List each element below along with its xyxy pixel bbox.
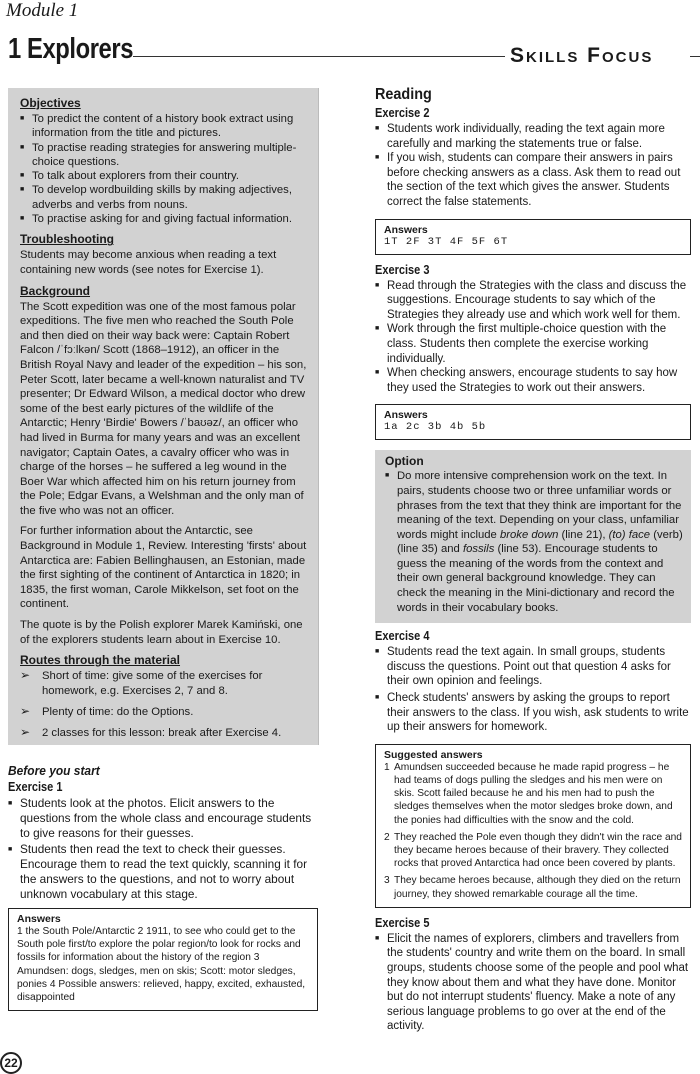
list-item: ■ Students read the text again. In small groups, students discuss the questions. Point out that question 4 asks for their own opinion and feelings. (375, 645, 691, 689)
exercise-4-heading: Exercise 4 (375, 629, 430, 644)
option-list (385, 469, 683, 615)
list-item: ■ Students work individually, reading the text again more carefully and marking the statements true or false. (375, 122, 691, 151)
option-title: Option (385, 454, 424, 469)
suggested-answers-list (384, 761, 682, 901)
lesson-info-box (8, 88, 319, 745)
routes-list (20, 669, 310, 740)
list-item: ➢ Plenty of time: do the Options. (20, 705, 310, 719)
page-number: 22 (0, 1052, 22, 1074)
exercise-2-answers-box (375, 219, 691, 255)
exercise-1-answers-box (8, 908, 318, 1011)
exercise-1-list (8, 796, 318, 902)
title-rule (133, 56, 505, 57)
list-item: ■ Students then read the text to check their guesses. Encourage them to read the text quickly, scanning it for the answers to the questions, and not to worry about unknown vocabulary at this stage. (8, 842, 318, 902)
list-item: ■ To develop wordbuilding skills by making adjectives, adverbs and verbs from nouns. (20, 183, 310, 212)
list-item: 3 They became heroes because, although they died on the return journey, they showed remarkable courage all the time. (384, 875, 681, 900)
before-you-start-heading: Before you start (8, 763, 100, 778)
right-column (375, 86, 691, 1034)
list-item: ■ If you wish, students can compare their answers in pairs before checking answers as a class. Ask them to read out the section of the text which gives the answer. Students correct the false statements. (375, 151, 691, 209)
list-item: ■ To practise asking for and giving factual information. (20, 212, 310, 226)
exercise-3-heading: Exercise 3 (375, 262, 430, 277)
list-item: 2 They reached the Pole even though they didn't win the race and they became heroes because of their bravery. They collected rocks that proved Antarctica had once been covered by plants. (384, 831, 682, 870)
routes-heading: Routes through the material (20, 653, 181, 668)
exercise-2-list (375, 122, 691, 210)
list-item: ■ To practise reading strategies for answering multiple-choice questions. (20, 141, 310, 170)
answers-text: 1a 2c 3b 4b 5b (384, 421, 487, 434)
list-item: ■ Check students' answers by asking the groups to report their answers to the class. If you wish, ask students to write up their answers for homework. (375, 691, 691, 735)
background-paragraph-3: The quote is by the Polish explorer Marek Kamiński, one of the explorers students learn about in Exercise 10. (20, 619, 303, 646)
exercise-3-list (375, 279, 691, 396)
reading-heading: Reading (375, 86, 432, 103)
exercise-5-list (375, 932, 691, 1034)
background-paragraph-1: The Scott expedition was one of the most famous polar expeditions. The five men who reached the South Pole and then died on their way back were: Captain Robert Falcon /ˈfɔːlkən/ Scott (1868–1912), an officer in the British Royal Navy and leader of the expedition – his son, Peter Scott, later became a well-known naturalist and TV presenter; Dr Edward Wilson, a medical doctor who drew some of the best early pictures of the wildlife of the Antarctic; Henry 'Birdie' Bowers /ˈbaʊəz/, an officer who had lived in Burma for many years and was an excellent navigator; Captain Oates, a cavalry officer who was in charge of the horses – he suffered a leg wound in the Boer War which affected him on his return journey from the Pole; Edgar Evans, a Welshman and the only man of the five who was not an officer. (20, 300, 307, 517)
list-item: ■ Work through the first multiple-choice question with the class. Students then complete the exercise working individually. (375, 322, 691, 366)
list-item: ■ Elicit the names of explorers, climbers and travellers from the students' country and write them on the board. In small groups, students choose some of the people and pool what they know about them and what they have done. Monitor but do not interrupt students' fluency. Make a note of any serious language problems to go over at the end of the activity. (375, 932, 691, 1034)
list-item: ■ Read through the Strategies with the class and discuss the suggestions. Encourage students to say which of the Strategies they already use and which work well for them. (375, 279, 691, 323)
answers-text: 1T 2F 3T 4F 5F 6T (384, 235, 509, 248)
objectives-list (20, 112, 310, 226)
exercise-1-heading: Exercise 1 (8, 780, 63, 794)
list-item: ■ To talk about explorers from their country. (20, 169, 310, 183)
exercise-2-heading: Exercise 2 (375, 106, 430, 120)
left-column (8, 88, 328, 1011)
answers-title: Suggested answers (384, 748, 483, 761)
option-box (375, 450, 691, 623)
answers-title: Answers (384, 223, 428, 236)
exercise-5-heading: Exercise 5 (375, 915, 430, 930)
list-item: ➢ Short of time: give some of the exercises for homework, e.g. Exercises 2, 7 and 8. (20, 669, 310, 698)
troubleshooting-text: Students may become anxious when reading a text containing new words (see notes for Exercise 1). (20, 249, 277, 276)
page-title: 1 Explorers (8, 33, 134, 65)
list-item: ■ When checking answers, encourage students to say how they used the Strategies to work out their answers. (375, 366, 691, 395)
list-item: ■ To predict the content of a history book extract using information from the title and pictures. (20, 112, 310, 141)
answers-title: Answers (17, 913, 61, 925)
section-label: Skills Focus (510, 44, 654, 67)
background-paragraph-2: For further information about the Antarctic, see Background in Module 1, Review. Interesting 'firsts' about Antarctica are: Fabien Bellinghausen, an Estonian, made the first sighting of the continent of Antarctica in 1820; in 1835, the first woman, Carole Mikkelson, set foot on the continent. (20, 525, 307, 611)
background-heading: Background (20, 283, 91, 298)
exercise-4-list (375, 645, 691, 735)
section-rule (690, 56, 700, 57)
objectives-heading: Objectives (20, 96, 81, 110)
troubleshooting-heading: Troubleshooting (20, 232, 114, 247)
list-item: 1 Amundsen succeeded because he made rapid progress – he had teams of dogs pulling the sledges and his men were on skis. Scott failed because he and his men had to push the sledges themselves when the motor sledges broke down, and the ponies had difficulties with the snow and the cold. (384, 761, 673, 826)
exercise-3-answers-box (375, 404, 691, 440)
answers-title: Answers (384, 409, 428, 422)
list-item: ➢ 2 classes for this lesson: break after Exercise 4. (20, 726, 310, 740)
module-label: Module 1 (6, 0, 79, 21)
exercise-4-answers-box (375, 744, 691, 908)
list-item: ■ Students look at the photos. Elicit answers to the questions from the whole class and encourage students to give reasons for their guesses. (8, 796, 318, 841)
answers-text: 1 the South Pole/Antarctic 2 1911, to see who could get to the South pole first/to explore the polar region/to look for rocks and fossils for information about the history of the region 3 Amundsen: dogs, sledges, men on skis; Scott: motor sledges, ponies 4 Possible answers: relieved, happy, excited, exhausted, disappointed (17, 926, 306, 1004)
list-item: ■ Do more intensive comprehension work on the text. In pairs, students choose two or three unfamiliar words or phrases from the text that they think are important for the meaning of the text. Depending on your class, unfamiliar words might include broke down (line 21), (to) face (verb) (line 35) and fossils (line 53). Encourage students to guess the meaning of the words from the context and their own general background knowledge. They can check the meaning in the Mini-dictionary and record the words in their vocabulary books. (385, 469, 683, 615)
